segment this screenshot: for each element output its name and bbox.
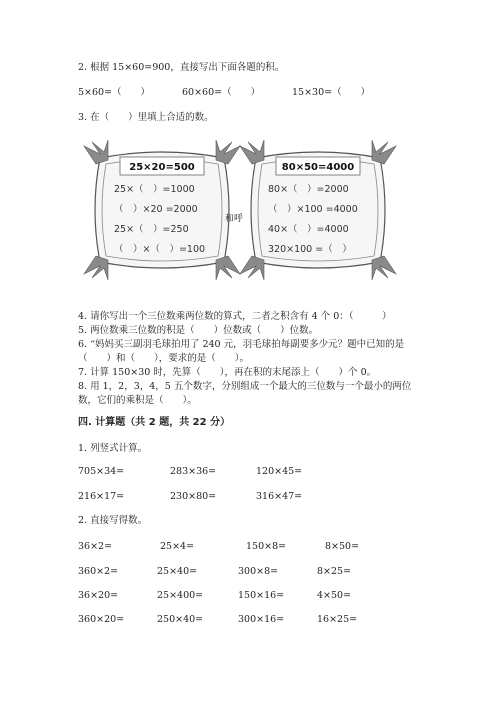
mental-math-cell: 16×25= (317, 614, 358, 625)
question-4: 4. 请你写出一个三位数乘两位数的算式，二者之积含有 4 个 0：（ ） (78, 311, 392, 322)
q2-item-2: 60×60=（ ） (182, 87, 261, 98)
corner-star-icon (84, 256, 108, 280)
mental-math-cell: 8×25= (317, 566, 352, 577)
mental-math-cell: 250×40= (157, 614, 204, 625)
right-header: 80×50=4000 (281, 162, 355, 173)
left-line-2: （ ）×20 =2000 (114, 204, 198, 215)
mental-math-cell: 36×2= (78, 541, 113, 552)
q3-title: 3. 在（ ）里填上合适的数。 (78, 112, 214, 123)
right-line-1: 80×（ ）=2000 (268, 184, 349, 195)
mental-math-cell: 4×50= (317, 590, 352, 601)
left-line-1: 25×（ ）=1000 (114, 184, 195, 195)
mental-math-cell: 8×50= (325, 541, 360, 552)
corner-star-icon (372, 256, 396, 280)
mental-math-cell: 25×4= (160, 541, 195, 552)
mental-math-cell: 25×40= (157, 566, 198, 577)
mental-math-cell: 150×8= (246, 541, 287, 552)
corner-star-icon (216, 256, 240, 280)
mental-math-cell: 360×20= (78, 614, 125, 625)
section-4-q1-title: 1. 列竖式计算。 (78, 443, 148, 454)
calc-cell: 283×36= (170, 466, 217, 477)
question-5: 5. 两位数乘三位数的积是（ ）位数或（ ）位数。 (78, 325, 319, 336)
left-scroll-panel (82, 140, 242, 280)
right-line-4: 320×100 =（ ） (268, 244, 352, 255)
question-8-cont: 数，它们的乘积是（ ）。 (78, 395, 197, 406)
q2-item-3: 15×30=（ ） (292, 87, 371, 98)
left-line-3: 25×（ ）=250 (114, 224, 189, 235)
q2-title: 2. 根据 15×60=900，直接写出下面各题的积。 (78, 62, 285, 73)
corner-star-icon (372, 140, 396, 164)
right-line-2: （ ）×100 =4000 (268, 204, 358, 215)
mental-math-cell: 150×16= (238, 590, 285, 601)
section-4-q2-title: 2. 直接写得数。 (78, 515, 148, 526)
right-line-3: 40×（ ）=4000 (268, 224, 349, 235)
calc-cell: 316×47= (256, 491, 303, 502)
corner-star-icon (84, 140, 108, 164)
section-4-title: 四. 计算题（共 2 题，共 22 分） (78, 417, 231, 428)
mental-math-cell: 300×16= (238, 614, 285, 625)
calc-cell: 230×80= (170, 491, 217, 502)
mental-math-cell: 300×8= (238, 566, 279, 577)
mental-math-cell: 25×400= (157, 590, 204, 601)
corner-star-icon (240, 140, 264, 164)
question-7: 7. 计算 150×30 时，先算（ ），再在积的末尾添上（ ）个 0。 (78, 367, 377, 378)
calc-cell: 216×17= (78, 491, 125, 502)
calc-cell: 705×34= (78, 466, 125, 477)
mental-math-cell: 36×20= (78, 590, 119, 601)
question-6: 6. “妈妈买三副羽毛球拍用了 240 元，羽毛球拍每副要多少元？题中已知的是 (78, 339, 405, 350)
left-header: 25×20=500 (129, 162, 195, 173)
q2-item-1: 5×60=（ ） (78, 87, 151, 98)
question-6-cont: （ ）和（ ），要求的是（ ）。 (78, 353, 250, 364)
corner-star-icon (240, 256, 264, 280)
left-line-4: （ ）×（ ）=100 (114, 244, 206, 255)
corner-star-icon (216, 140, 240, 164)
mental-math-cell: 360×2= (78, 566, 119, 577)
calc-cell: 120×45= (256, 466, 303, 477)
middle-label: 和呼 (225, 214, 244, 224)
right-scroll-panel (238, 140, 398, 280)
question-8: 8. 用 1，2，3，4，5 五个数字，分别组成一个最大的三位数与一个最小的两位 (78, 381, 412, 392)
